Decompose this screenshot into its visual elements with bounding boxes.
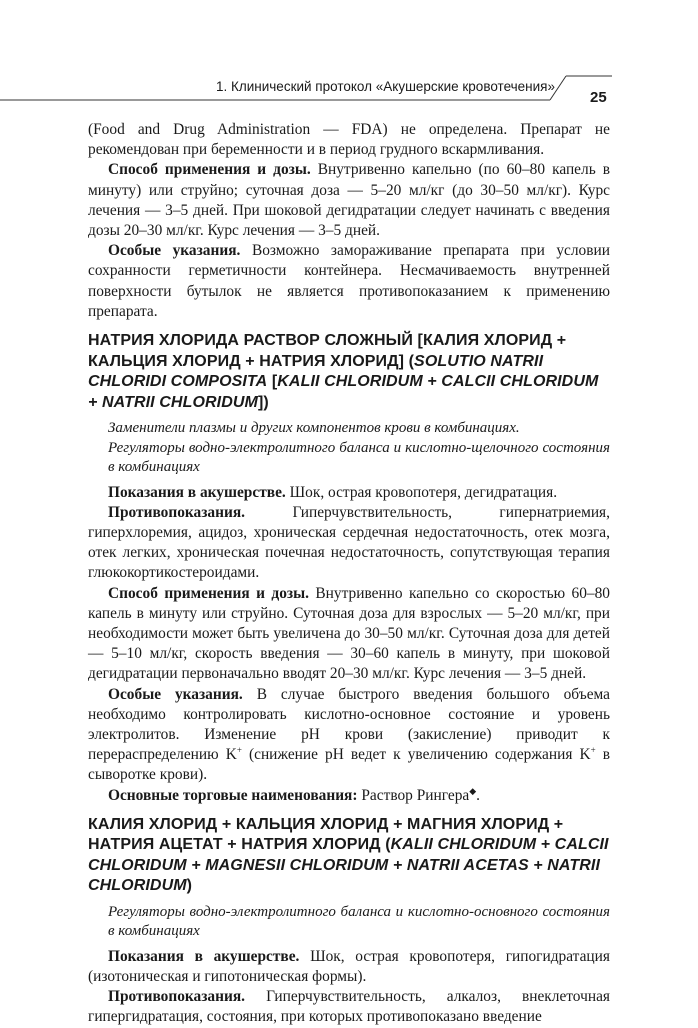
intro-continuation: (Food and Drug Administration — FDA) не определена. Препарат не рекомендован при беременности и в период грудного вскармливания. (88, 121, 610, 159)
section2-title-part: КАЛИЯ ХЛОРИД + КАЛЬЦИЯ ХЛОРИД + МАГНИЯ ХЛОРИД + НАТРИЯ АЦЕТАТ + НАТРИЯ ХЛОРИД ( (88, 815, 564, 854)
superscript-plus: + (236, 745, 242, 756)
intro-notes-label: Особые указания. (108, 242, 241, 260)
section1-title-part: НАТРИЯ ХЛОРИДА РАСТВОР СЛОЖНЫЙ [КАЛИЯ ХЛОРИД + КАЛЬЦИЯ ХЛОРИД + НАТРИЯ ХЛОРИД] ( (88, 332, 567, 370)
dosage-label: Способ применения и дозы. (108, 584, 309, 602)
section1-title-part: [ (267, 373, 278, 391)
section2-title (88, 815, 610, 897)
page-header (0, 0, 698, 120)
section1-latin-name: SOLUTIO NATRII CHLORIDI COMPOSITA (88, 352, 544, 391)
diamond-icon: ◆ (469, 785, 477, 796)
intro-dosage (88, 160, 610, 241)
notes-text: В случае быстрого введения большого объема необходимо контролировать кислотно-основное состояние и уровень электролитов. Изменение pH крови (закисление) приводит к перераспределению K (88, 685, 610, 764)
contra-text: Гиперчувствительность, алкалоз, внеклеточная гипергидратация, состояния, при которых противопоказано введение (88, 988, 610, 1026)
contra-label: Противопоказания. (108, 988, 246, 1006)
contra-text: Гиперчувствительность, гипернатриемия, гиперхлоремия, ацидоз, хроническая сердечная недостаточность, отек мозга, отек легких, хроническая почечная недостаточность, сопутствующая терапия глюкокортикостероидами. (88, 503, 610, 582)
section2-contraindications (88, 987, 610, 1027)
notes-text: (снижение pH ведет к увеличению содержания K (241, 746, 591, 764)
page-body (88, 120, 610, 1028)
section1-category-2: Регуляторы водно-электролитного баланса и кислотно-щелочного состояния в комбинациях (108, 439, 610, 476)
superscript-plus: + (590, 745, 596, 756)
section1-dosage (88, 584, 610, 685)
trade-label: Основные торговые наименования: (108, 786, 358, 804)
dosage-text: Внутривенно капельно со скоростью 60–80 капель в минуту или струйно. Суточная доза для взрослых — 5–20 мл/кг, при необходимости может быть увеличена до 30–50 мл/кг. Суточная доза для детей — 5–10 мл/кг, скорость введения — 30–60 капель в минуту, при шоковой дегидратации первоначально вводят 20–30 мл/кг. Курс лечения — 3–5 дней. (88, 584, 610, 683)
indications-label: Показания в акушерстве. (108, 947, 300, 965)
indications-text: Шок, острая кровопотеря, гипогидратация (изотоническая и гипотоническая формы). (88, 947, 610, 985)
section1-latin-components: KALII CHLORIDUM + CALCII CHLORIDUM + NATRII CHLORIDUM (88, 373, 599, 411)
section2-category-1: Регуляторы водно-электролитного баланса и кислотно-основного состояния в комбинациях (108, 903, 610, 940)
indications-text: Шок, острая кровопотеря, дегидратация. (289, 483, 558, 501)
contra-label: Противопоказания. (108, 503, 246, 521)
section1-notes (88, 685, 610, 786)
intro-notes-text: Возможно замораживание препарата при условии сохранности герметичности контейнера. Несмачиваемость внутренней поверхности бутылок не является противопоказанием к применению препарата. (88, 242, 610, 320)
section1-title-part: ]) (257, 393, 269, 411)
notes-text: в сыворотке крови). (88, 746, 610, 784)
section1-title (88, 331, 610, 413)
intro-dosage-text: Внутривенно капельно (по 60–80 капель в минуту) или струйно; суточная доза — 5–20 мл/кг (до 30–50 мл/кг). Курс лечения — 3–5 дней. При шоковой дегидратации следует начинать с введения дозы 20–30 мл/кг. Курс лечения — 3–5 дней. (88, 161, 610, 240)
trade-text: Раствор Рингера (361, 786, 470, 804)
section1-category-1: Заменители плазмы и других компонентов крови в комбинациях. (108, 420, 520, 437)
page-number: 25 (590, 89, 607, 106)
notes-label: Особые указания. (108, 685, 243, 703)
section1-contraindications (88, 503, 610, 584)
section2-title-part: ) (186, 877, 193, 895)
indications-label: Показания в акушерстве. (108, 483, 286, 501)
section1-trade-names (88, 786, 610, 806)
section2-indications (88, 947, 610, 987)
running-title: 1. Клинический протокол «Акушерские кровотечения» (215, 79, 555, 94)
section1-indications (88, 483, 610, 503)
section2-latin-name: KALII CHLORIDUM + CALCII CHLORIDUM + MAGNESII CHLORIDUM + NATRII ACETAS + NATRII CHLORIDUM (88, 836, 609, 895)
intro-dosage-label: Способ применения и дозы. (108, 161, 311, 179)
intro-notes (88, 241, 610, 322)
trade-end: . (476, 786, 481, 804)
